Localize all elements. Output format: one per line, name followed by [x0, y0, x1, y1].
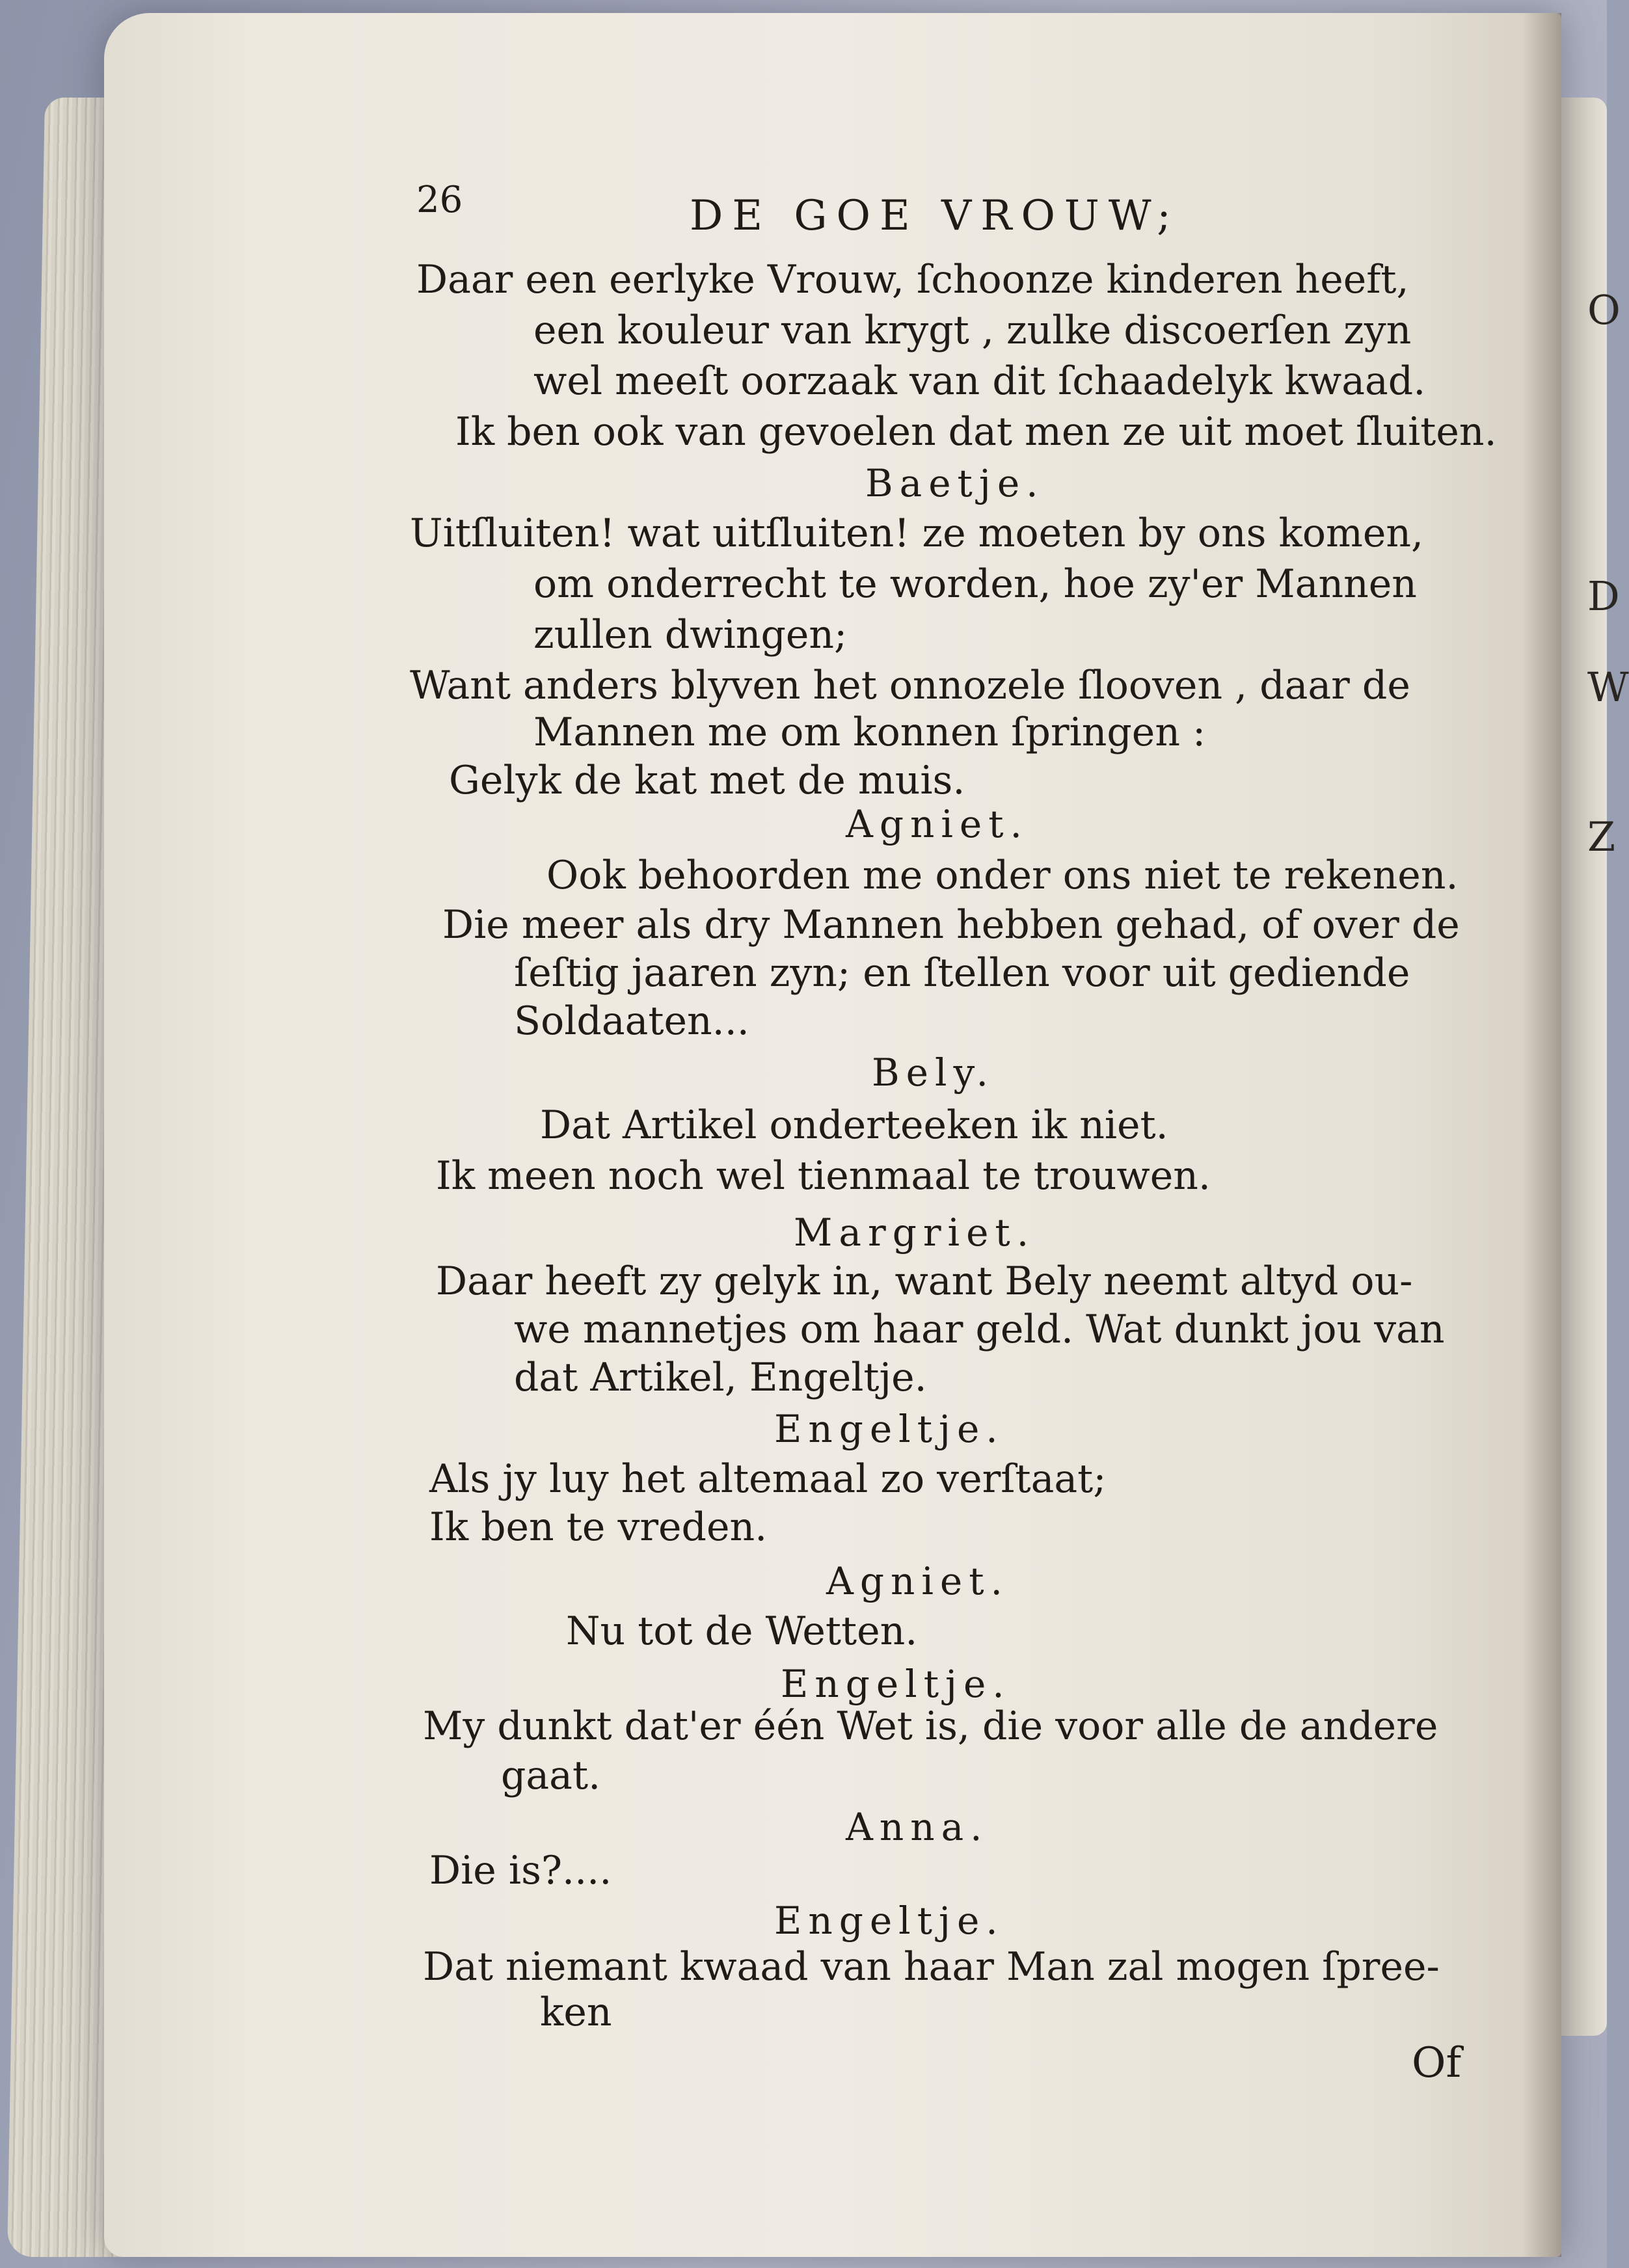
facing-page-letter: Z — [1587, 813, 1616, 861]
text-line: Daar heeft zy gelyk in, want Bely neemt altyd ou- — [436, 1259, 1413, 1304]
text-line: Gelyk de kat met de muis. — [449, 758, 965, 803]
text-line: zullen dwingen; — [533, 612, 848, 658]
text-line: Die meer als dry Mannen hebben gehad, of over de — [442, 902, 1460, 948]
text-line: Dat Artikel onderteeken ik niet. — [540, 1102, 1168, 1148]
text-line: Dat niemant kwaad van haar Man zal mogen ſpree- — [423, 1944, 1440, 1990]
speaker-name: Bely. — [872, 1050, 995, 1095]
text-line: Nu tot de Wetten. — [566, 1608, 918, 1654]
speaker-name: Margriet. — [794, 1210, 1036, 1255]
text-line: we mannetjes om haar geld. Wat dunkt jou van — [514, 1307, 1445, 1352]
speaker-name: Baetje. — [865, 461, 1045, 505]
facing-page-letter: W — [1587, 663, 1629, 711]
speaker-name: Engeltje. — [774, 1899, 1004, 1943]
text-line: Die is?.... — [429, 1848, 612, 1893]
facing-page-letter: D — [1587, 572, 1620, 620]
running-head: DE GOE VROUW; — [690, 192, 1180, 240]
text-line: gaat. — [501, 1753, 601, 1798]
text-line: om onderrecht te worden, hoe zy'er Mannen — [533, 561, 1417, 607]
catchword: Of — [1412, 2039, 1462, 2087]
facing-page — [1561, 98, 1607, 2036]
text-line: ken — [540, 1990, 612, 2035]
page-gutter-shadow — [1522, 13, 1561, 2257]
page-number: 26 — [416, 179, 463, 221]
text-line: Als jy luy het altemaal zo verſtaat; — [429, 1456, 1107, 1502]
speaker-name: Engeltje. — [781, 1662, 1011, 1706]
text-line: Soldaaten... — [514, 998, 749, 1044]
text-line: Ik ben ook van gevoelen dat men ze uit moet ſluiten. — [455, 409, 1497, 455]
speaker-name: Engeltje. — [774, 1407, 1004, 1451]
text-line: Uitſluiten! wat uitſluiten! ze moeten by ons komen, — [410, 511, 1424, 556]
text-line: Ik ben te vreden. — [429, 1504, 768, 1550]
text-line: Ook behoorden me onder ons niet te rekenen. — [546, 853, 1459, 898]
speaker-name: Anna. — [846, 1805, 989, 1849]
text-line: een kouleur van krygt , zulke discoerſen zyn — [533, 308, 1412, 353]
text-line: Ik meen noch wel tienmaal te trouwen. — [436, 1153, 1211, 1199]
text-line: wel meeſt oorzaak van dit ſchaadelyk kwaad. — [533, 358, 1426, 404]
text-line: dat Artikel, Engeltje. — [514, 1355, 927, 1400]
text-line: Mannen me om konnen ſpringen : — [533, 710, 1206, 755]
text-line: My dunkt dat'er één Wet is, die voor alle de andere — [423, 1703, 1438, 1749]
text-line: Daar een eerlyke Vrouw, ſchoonze kinderen heeft, — [416, 257, 1409, 302]
speaker-name: Agniet. — [826, 1559, 1009, 1603]
speaker-name: Agniet. — [846, 802, 1029, 846]
text-line: ſeſtig jaaren zyn; en ſtellen voor uit gediende — [514, 950, 1410, 996]
facing-page-letter: O — [1587, 286, 1621, 334]
text-line: Want anders blyven het onnozele ſlooven , daar de — [410, 663, 1410, 708]
